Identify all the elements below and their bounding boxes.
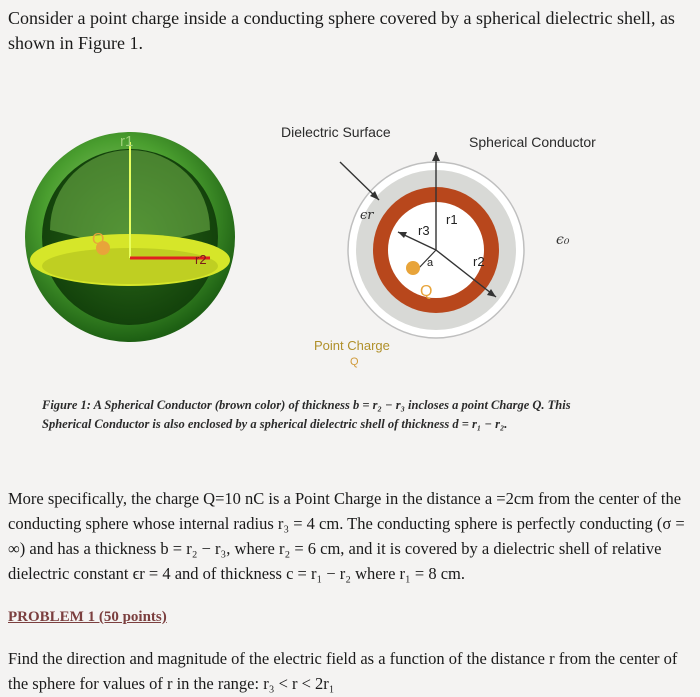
label-point-charge-q: Q [350,356,359,368]
label-q-left: Q [92,231,105,248]
label-r2-left: r2 [195,252,207,267]
label-dielectric-surface: Dielectric Surface [281,124,391,140]
label-point-charge: Point Charge [314,338,390,353]
label-r2: r2 [473,254,485,269]
label-q-right: Q [420,283,433,300]
label-spherical-conductor: Spherical Conductor [469,134,596,150]
label-r1: r1 [446,212,458,227]
charge-dot-right [406,261,420,275]
body-paragraph: More specifically, the charge Q=10 nC is a Point Charge in the distance a =2cm from the center of the conducting sphere whose internal radius r₃ = 4 cm. The conducting sphere is perfectly conducting (σ = ∞) and has a thickness b = r₂ − r₃, where r₂ = 6 cm, and it is covered by a dielectric shell of relative dielectric constant ϵr = 4 and of thickness c = r₁ − r₂ where r₁ = 8 cm. [8,489,685,583]
figure-caption: Figure 1: A Spherical Conductor (brown color) of thickness b = r₂ − r₃ incloses a point Charge Q. This Spherical Conductor is also enclosed by a spherical dielectric shell of thickness d = r₁ − r₂. [42,398,571,431]
label-eps-r: ϵr [360,208,374,223]
label-r3: r3 [418,223,430,238]
problem-heading: PROBLEM 1 (50 points) [8,609,167,625]
label-a: a [427,257,434,269]
intro-paragraph: Consider a point charge inside a conducting sphere covered by a spherical dielectric shell, as shown in Figure 1. [8,8,675,53]
label-eps-0: ϵ₀ [556,232,570,248]
sphere-illustration [0,120,260,380]
label-r1: r1 [120,133,134,150]
question-text: Find the direction and magnitude of the electric field as a function of the distance r from the center of the sphere for values of r in the range: r₃ < r < 2r₁ [8,649,678,693]
figure-1 [0,120,700,380]
